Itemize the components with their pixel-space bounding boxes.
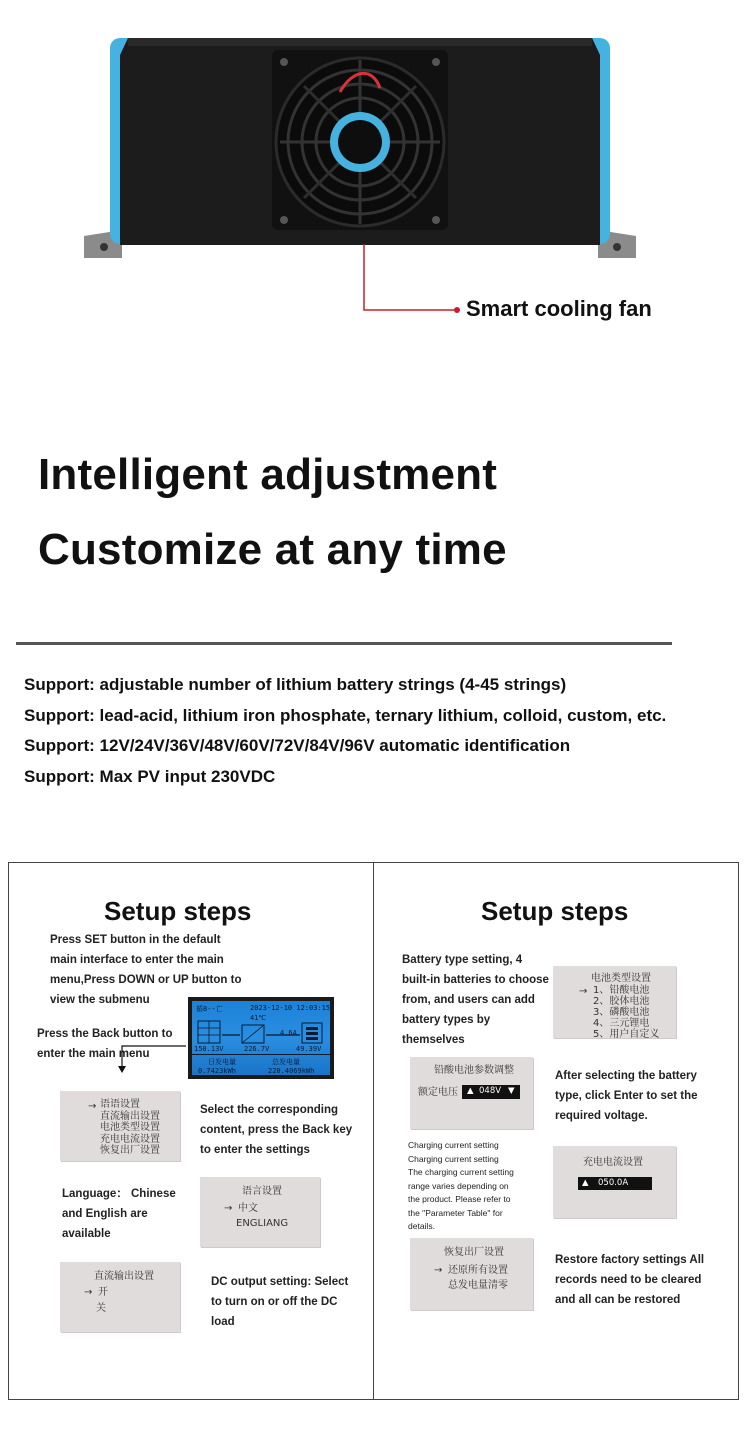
charging-line: Charging current setting (408, 1153, 499, 1164)
battery-menu-title: 电池类型设置 (591, 973, 651, 984)
charging-line: the product. Please refer to (408, 1194, 511, 1204)
factory-reset-menu-box (410, 1238, 533, 1310)
dc-option-off: 关 (96, 1303, 106, 1314)
lcd-temp: 41℃ (250, 1014, 267, 1022)
menu-arrow: → (579, 986, 588, 997)
factory-menu-title: 恢复出厂设置 (444, 1247, 504, 1258)
support-line: Support: adjustable number of lithium battery strings (4-45 strings) (24, 675, 567, 694)
step-dc-output-text: DC output setting: Select to turn on or off the DC load (211, 1276, 349, 1328)
lcd-current: 4.6A (280, 1029, 297, 1037)
solar-panel-icon (198, 1021, 220, 1043)
lcd-datetime: 2023-12-10 12:03:15 (250, 1004, 331, 1012)
lead-acid-menu-title: 铅酸电池参数调整 (434, 1065, 514, 1076)
language-menu-box (200, 1177, 320, 1247)
lcd-total-label: 总发电量 (272, 1058, 300, 1066)
product-photo (0, 0, 750, 380)
language-option-english: ENGLIANG (236, 1218, 289, 1229)
rated-voltage-field (462, 1085, 520, 1099)
lcd-total-value: 220.4069kWh (268, 1067, 315, 1075)
charging-line: Charging current setting (408, 1140, 499, 1150)
main-menu-box (60, 1091, 180, 1161)
lcd-mode: 循8--亡 (196, 1005, 223, 1013)
battery-option: 3、磷酸电池 (593, 1007, 650, 1018)
support-line: Support: lead-acid, lithium iron phosphate, ternary lithium, colloid, custom, etc. (24, 706, 667, 725)
menu-arrow: → (224, 1203, 233, 1214)
step-select-content-text: Select the corresponding content, press the Back key to enter the settings (200, 1104, 353, 1156)
callout-dot (454, 307, 460, 313)
charging-line: the "Parameter Table" for (408, 1207, 503, 1218)
lcd-pv-voltage: 150.13V (194, 1045, 224, 1053)
menu-item: 电池类型设置 (100, 1122, 160, 1133)
step-press-set-text: Press SET button in the default main interface to enter the main menu,Press DOWN or UP button to view the submenu (50, 934, 242, 1006)
headline-line-2: Customize at any time (38, 525, 507, 574)
support-line: Support: 12V/24V/36V/48V/60V/72V/84V/96V automatic identification (24, 736, 571, 755)
callout-line (364, 244, 456, 310)
menu-item: 直流输出设置 (100, 1110, 160, 1122)
battery-option: 1、铅酸电池 (593, 985, 650, 996)
lcd-screen (188, 997, 334, 1079)
right-panel-title: Setup steps (481, 896, 629, 926)
charging-line: range varies depending on (408, 1180, 509, 1191)
step-factory-reset-text: Restore factory settings All records need to be cleared and all can be restored (555, 1254, 705, 1306)
menu-item: 恢复出厂设置 (100, 1145, 160, 1156)
language-option-chinese: 中文 (238, 1203, 258, 1214)
menu-arrow: → (84, 1287, 93, 1298)
right-setup-panel (373, 862, 739, 1400)
lead-acid-param-menu-box (410, 1057, 533, 1129)
charge-current-menu-title: 充电电流设置 (583, 1157, 643, 1168)
lcd-battery-voltage: 49.39V (296, 1045, 322, 1053)
rated-voltage-value: 048V (479, 1086, 502, 1096)
rated-voltage-label: 额定电压 (418, 1087, 458, 1098)
inverter-icon (242, 1025, 264, 1043)
charge-current-menu-box (553, 1146, 676, 1218)
factory-option-restore: 还原所有设置 (448, 1265, 508, 1276)
battery-type-menu-box (553, 966, 676, 1038)
charge-current-field (578, 1177, 652, 1190)
menu-item: 充电电流设置 (100, 1133, 160, 1145)
menu-arrow: → (434, 1265, 443, 1276)
inverter-fan-illustration (0, 0, 750, 380)
charge-current-value: 050.0A (598, 1178, 629, 1188)
cooling-fan (272, 50, 448, 230)
battery-option: 4、三元锂电 (593, 1018, 650, 1029)
smart-cooling-fan-label: Smart cooling fan (466, 296, 652, 321)
pointer-arrow (110, 1044, 190, 1076)
lcd-daily-value: 0.7423kWh (198, 1067, 236, 1075)
battery-option: 5、用户自定义 (593, 1029, 660, 1040)
battery-option: 2、胶体电池 (593, 996, 650, 1007)
factory-option-clear: 总发电量清零 (448, 1280, 508, 1291)
battery-icon (302, 1023, 322, 1043)
charging-current-description (408, 1139, 548, 1234)
lcd-daily-label: 日发电量 (208, 1058, 236, 1066)
dc-output-menu-box (60, 1262, 180, 1332)
step-back-button-text: Press the Back button to enter the main menu (37, 1028, 173, 1060)
language-menu-title: 语言设置 (242, 1186, 282, 1197)
caret-up-icon: ▲ (467, 1086, 474, 1096)
caret-down-icon: ▼ (508, 1086, 515, 1096)
dc-option-on: 开 (98, 1287, 108, 1298)
dc-menu-title: 直流输出设置 (94, 1271, 154, 1282)
support-line: Support: Max PV input 230VDC (24, 767, 276, 786)
section-divider (16, 642, 672, 645)
charging-line: details. (408, 1221, 435, 1231)
menu-item: 语语设置 (100, 1099, 140, 1110)
headline-line-1: Intelligent adjustment (38, 450, 498, 499)
charging-line: The charging current setting (408, 1167, 514, 1177)
step-select-battery-text: After selecting the battery type, click Enter to set the required voltage. (555, 1070, 698, 1122)
step-language-text: Language： Chinese and English are available (62, 1188, 176, 1240)
lcd-load-voltage: 226.7V (244, 1045, 270, 1053)
left-panel-title: Setup steps (104, 896, 252, 926)
step-battery-type-text: Battery type setting, 4 built-in batteries to choose from, and users can add battery types by themselves (402, 954, 549, 1046)
menu-arrow: → (88, 1101, 97, 1112)
caret-up-icon: ▲ (582, 1178, 589, 1188)
